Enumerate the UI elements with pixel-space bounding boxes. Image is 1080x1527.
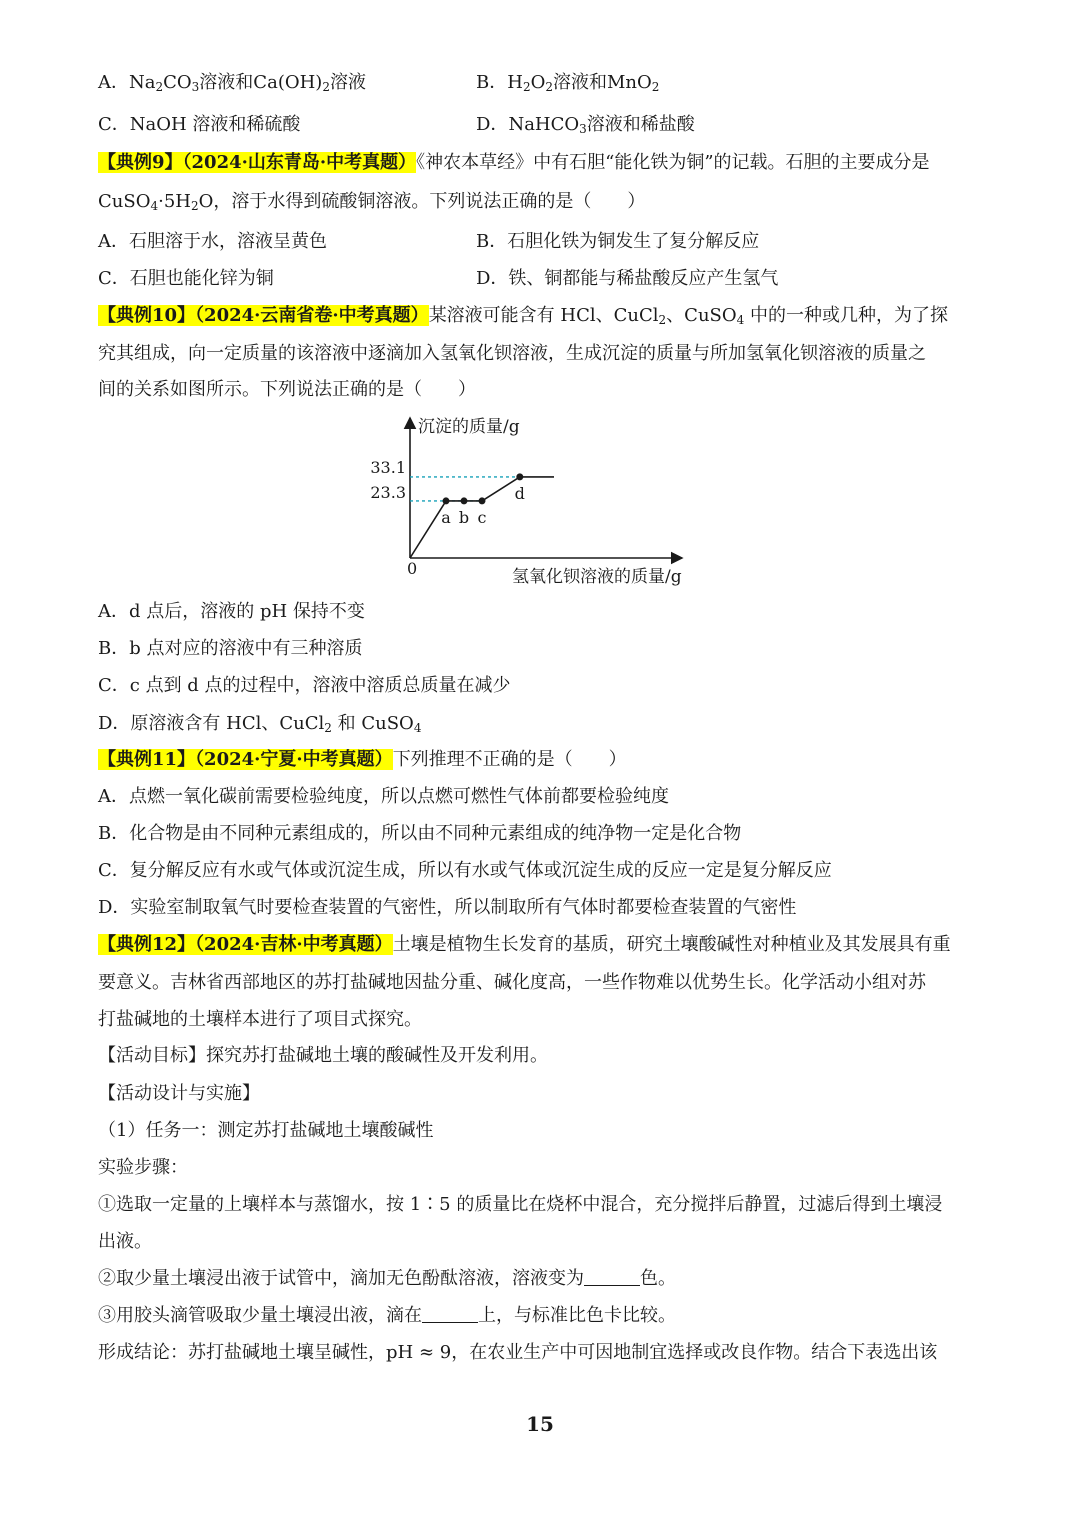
q11-tag: 【典例11】（2024·宁夏·中考真题）	[98, 749, 393, 770]
point-b	[461, 497, 468, 504]
q10-option-d: D．原溶液含有 HCl、CuCl$_2$ 和 CuSO$_4$	[98, 713, 422, 735]
q10-stem-line1: 【典例10】（2024·云南省卷·中考真题）某溶液可能含有 HCl、CuCl$_2$、CuSO$_4$ 中的一种或几种，为了探	[98, 305, 948, 327]
q9-stem-line1: 【典例9】（2024·山东青岛·中考真题）《神农本草经》中有石胆“能化铁为铜”的记载。石胆的主要成分是	[98, 152, 930, 173]
point-d	[516, 473, 523, 480]
q8-option-c: C．NaOH 溶液和稀硫酸	[98, 114, 301, 135]
q9-option-b: B．石胆化铁为铜发生了复分解反应	[476, 231, 760, 252]
q9-stem-line2: $CuSO_4\cdot 5H_2O$，溶于水得到硫酸铜溶液。下列说法正确的是（ ）	[98, 191, 646, 213]
q11-option-a: A．点燃一氧化碳前需要检验纯度，所以点燃可燃性气体前都要检验纯度	[98, 786, 669, 807]
q8-option-a: A．$Na_2CO_3$溶液和$Ca(OH)_2$溶液	[98, 72, 366, 94]
q8-option-b: B．$H_2O_2$溶液和MnO$_2$	[476, 72, 660, 94]
q11-option-c: C．复分解反应有水或气体或沉淀生成，所以有水或气体或沉淀生成的反应一定是复分解反应	[98, 860, 832, 881]
q9-option-d: D．铁、铜都能与稀盐酸反应产生氢气	[476, 268, 779, 289]
answer-blank-ph-paper[interactable]	[422, 1304, 478, 1323]
q11-stem: 【典例11】（2024·宁夏·中考真题）下列推理不正确的是（ ）	[98, 749, 627, 770]
page-number: 15	[526, 1412, 554, 1436]
q9-option-a: A．石胆溶于水，溶液呈黄色	[98, 231, 327, 252]
q12-step-1: ①选取一定量的上壤样本与蒸馏水，按 1∶5 的质量比在烧杯中混合，充分搅拌后静置，过滤后得到土壤浸	[98, 1194, 943, 1215]
point-c	[479, 497, 486, 504]
q10-option-b: B．b 点对应的溶液中有三种溶质	[98, 638, 363, 659]
q9-tag: 【典例9】（2024·山东青岛·中考真题）	[98, 152, 417, 173]
q12-task-1: （1）任务一：测定苏打盐碱地土壤酸碱性	[98, 1120, 434, 1141]
q12-step-3: ③用胶头滴管吸取少量土壤浸出液，滴在 上，与标准比色卡比较。	[98, 1305, 676, 1326]
y-tick-label-0: 33.1	[370, 458, 406, 477]
answer-blank-color[interactable]	[584, 1267, 640, 1286]
point-label-b: b	[458, 507, 470, 527]
precipitate-chart	[360, 410, 720, 590]
point-label-c: c	[477, 507, 487, 527]
q12-activity-design: 【活动设计与实施】	[98, 1083, 260, 1104]
origin-label: 0	[407, 559, 418, 578]
q12-conclusion: 形成结论：苏打盐碱地土壤呈碱性，pH ≈ 9，在农业生产中可因地制宜选择或改良作物。结合下表选出该	[98, 1342, 938, 1363]
y-tick-label-1: 23.3	[370, 483, 406, 502]
q9-option-c: C．石胆也能化锌为铜	[98, 268, 274, 289]
q11-option-d: D．实验室制取氧气时要检查装置的气密性，所以制取所有气体时都要检查装置的气密性	[98, 897, 797, 918]
point-label-d: d	[514, 483, 525, 503]
q10-option-c: C．c 点到 d 点的过程中，溶液中溶质总质量在减少	[98, 675, 511, 696]
q10-option-a: A．d 点后，溶液的 pH 保持不变	[98, 601, 365, 622]
q11-option-b: B．化合物是由不同种元素组成的，所以由不同种元素组成的纯净物一定是化合物	[98, 823, 742, 844]
q12-steps-heading: 实验步骤：	[98, 1157, 188, 1178]
q12-stem-line1: 【典例12】（2024·吉林·中考真题）土壤是植物生长发育的基质，研究土壤酸碱性对种植业及其发展具有重	[98, 934, 951, 955]
y-axis-label: 沉淀的质量/g	[418, 417, 520, 437]
q12-tag: 【典例12】（2024·吉林·中考真题）	[98, 934, 393, 955]
q10-stem-line2: 究其组成，向一定质量的该溶液中逐滴加入氢氧化钡溶液，生成沉淀的质量与所加氢氧化钡溶液的质量之	[98, 343, 926, 364]
q10-tag: 【典例10】（2024·云南省卷·中考真题）	[98, 305, 429, 326]
q12-stem-line3: 打盐碱地的土壤样本进行了项目式探究。	[98, 1009, 422, 1030]
x-axis-label: 氢氧化钡溶液的质量/g	[512, 567, 682, 587]
q10-stem-line3: 间的关系如图所示。下列说法正确的是（ ）	[98, 379, 476, 400]
point-a	[443, 497, 450, 504]
q12-stem-line2: 要意义。吉林省西部地区的苏打盐碱地因盐分重、碱化度高，一些作物难以优势生长。化学活动小组对苏	[98, 972, 926, 993]
q12-step-2: ②取少量土壤浸出液于试管中，滴加无色酚酞溶液，溶液变为 色。	[98, 1268, 676, 1289]
point-label-a: a	[441, 507, 451, 527]
q12-step-1-cont: 出液。	[98, 1231, 152, 1252]
q8-option-d: D．NaHCO$_3$溶液和稀盐酸	[476, 114, 695, 136]
q12-activity-goal: 【活动目标】探究苏打盐碱地土壤的酸碱性及开发利用。	[98, 1045, 548, 1066]
